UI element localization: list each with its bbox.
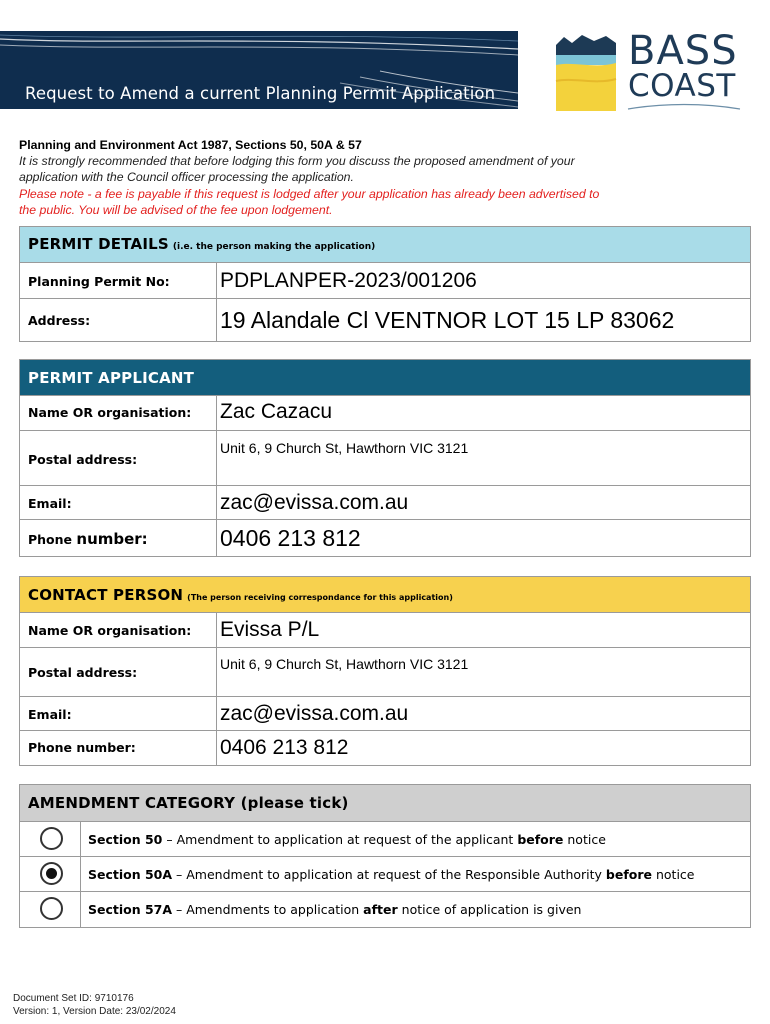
applicant-name-label: Name OR organisation: <box>28 405 192 420</box>
recommendation-line-2: application with the Council officer processing the application. <box>19 170 354 185</box>
applicant-phone-label-b: number: <box>76 530 148 548</box>
recommendation-line-1: It is strongly recommended that before lodging this form you discuss the proposed amendment of your <box>19 154 575 169</box>
contact-phone-row <box>20 731 750 765</box>
amendment-option-section-50[interactable] <box>20 822 750 857</box>
contact-postal-row <box>20 648 750 697</box>
fee-note-line-1: Please note - a fee is payable if this request is lodged after your application has already been advertised to <box>19 186 600 201</box>
permit-details-header <box>20 227 750 263</box>
radio-selected-dot <box>46 868 57 879</box>
address-field[interactable]: 19 Alandale Cl VENTNOR LOT 15 LP 83062 <box>220 307 675 333</box>
contact-postal-label: Postal address: <box>28 665 138 680</box>
applicant-email-field[interactable]: zac@evissa.com.au <box>220 491 409 514</box>
document-footer <box>13 992 176 1018</box>
contact-name-row <box>20 613 750 648</box>
planning-permit-row <box>20 263 750 299</box>
contact-postal-field[interactable]: Unit 6, 9 Church St, Hawthorn VIC 3121 <box>220 656 469 672</box>
amendment-category-heading: AMENDMENT CATEGORY <box>28 794 236 812</box>
section-50-text: Section 50 – Amendment to application at request of the applicant before notice <box>88 832 606 847</box>
applicant-name-row <box>20 396 750 431</box>
address-row <box>20 299 750 341</box>
applicant-postal-label: Postal address: <box>28 452 138 467</box>
applicant-postal-row <box>20 431 750 486</box>
contact-person-header <box>20 577 750 613</box>
permit-details-section <box>19 226 751 342</box>
applicant-phone-row <box>20 520 750 556</box>
permit-applicant-header <box>20 360 750 396</box>
contact-email-row <box>20 697 750 731</box>
applicant-name-field[interactable]: Zac Cazacu <box>220 400 333 423</box>
contact-email-label: Email: <box>28 707 72 722</box>
permit-details-heading: PERMIT DETAILS <box>28 235 169 253</box>
logo-text-coast: COAST <box>628 68 736 104</box>
act-reference: Planning and Environment Act 1987, Sections 50, 50A & 57 <box>19 138 362 152</box>
contact-name-label: Name OR organisation: <box>28 623 192 638</box>
document-set-id: Document Set ID: 9710176 <box>13 993 134 1004</box>
page-title: Request to Amend a current Planning Permit Application <box>25 84 496 103</box>
amendment-option-section-57a[interactable] <box>20 892 750 927</box>
contact-phone-label: Phone number: <box>28 740 136 755</box>
contact-person-section <box>19 576 751 766</box>
permit-applicant-section <box>19 359 751 557</box>
intro-text <box>19 137 739 218</box>
amendment-option-section-50a[interactable] <box>20 857 750 892</box>
permit-details-subheading: (i.e. the person making the application) <box>172 242 376 252</box>
section-57a-text: Section 57A – Amendments to application after notice of application is given <box>88 902 582 917</box>
section-50a-text: Section 50A – Amendment to application at request of the Responsible Authority before notice <box>88 867 695 882</box>
applicant-email-row <box>20 486 750 520</box>
contact-email-field[interactable]: zac@evissa.com.au <box>220 702 409 725</box>
amendment-category-section <box>19 784 751 928</box>
applicant-phone-field[interactable]: 0406 213 812 <box>220 525 361 551</box>
contact-phone-field[interactable]: 0406 213 812 <box>220 736 349 759</box>
section-50a-radio-selected[interactable] <box>40 862 63 885</box>
planning-permit-field[interactable]: PDPLANPER-2023/001206 <box>220 269 477 292</box>
contact-person-heading: CONTACT PERSON <box>28 586 184 604</box>
section-57a-radio[interactable] <box>40 897 63 920</box>
logo-text-bass: BASS <box>628 28 738 74</box>
applicant-postal-field[interactable]: Unit 6, 9 Church St, Hawthorn VIC 3121 <box>220 440 469 456</box>
fee-note-line-2: the public. You will be advised of the fee upon lodgement. <box>19 202 333 217</box>
applicant-email-label: Email: <box>28 496 72 511</box>
section-50-radio[interactable] <box>40 827 63 850</box>
planning-permit-label: Planning Permit No: <box>28 274 170 289</box>
amendment-category-subheading: (please tick) <box>240 794 349 812</box>
address-label: Address: <box>28 313 91 328</box>
amendment-category-header <box>20 785 750 822</box>
contact-name-field[interactable]: Evissa P/L <box>220 618 320 641</box>
applicant-phone-label-a: Phone <box>28 532 73 547</box>
contact-person-subheading: (The person receiving correspondance for this application) <box>187 593 453 602</box>
version-info: Version: 1, Version Date: 23/02/2024 <box>13 1006 176 1017</box>
permit-applicant-heading: PERMIT APPLICANT <box>28 369 195 387</box>
